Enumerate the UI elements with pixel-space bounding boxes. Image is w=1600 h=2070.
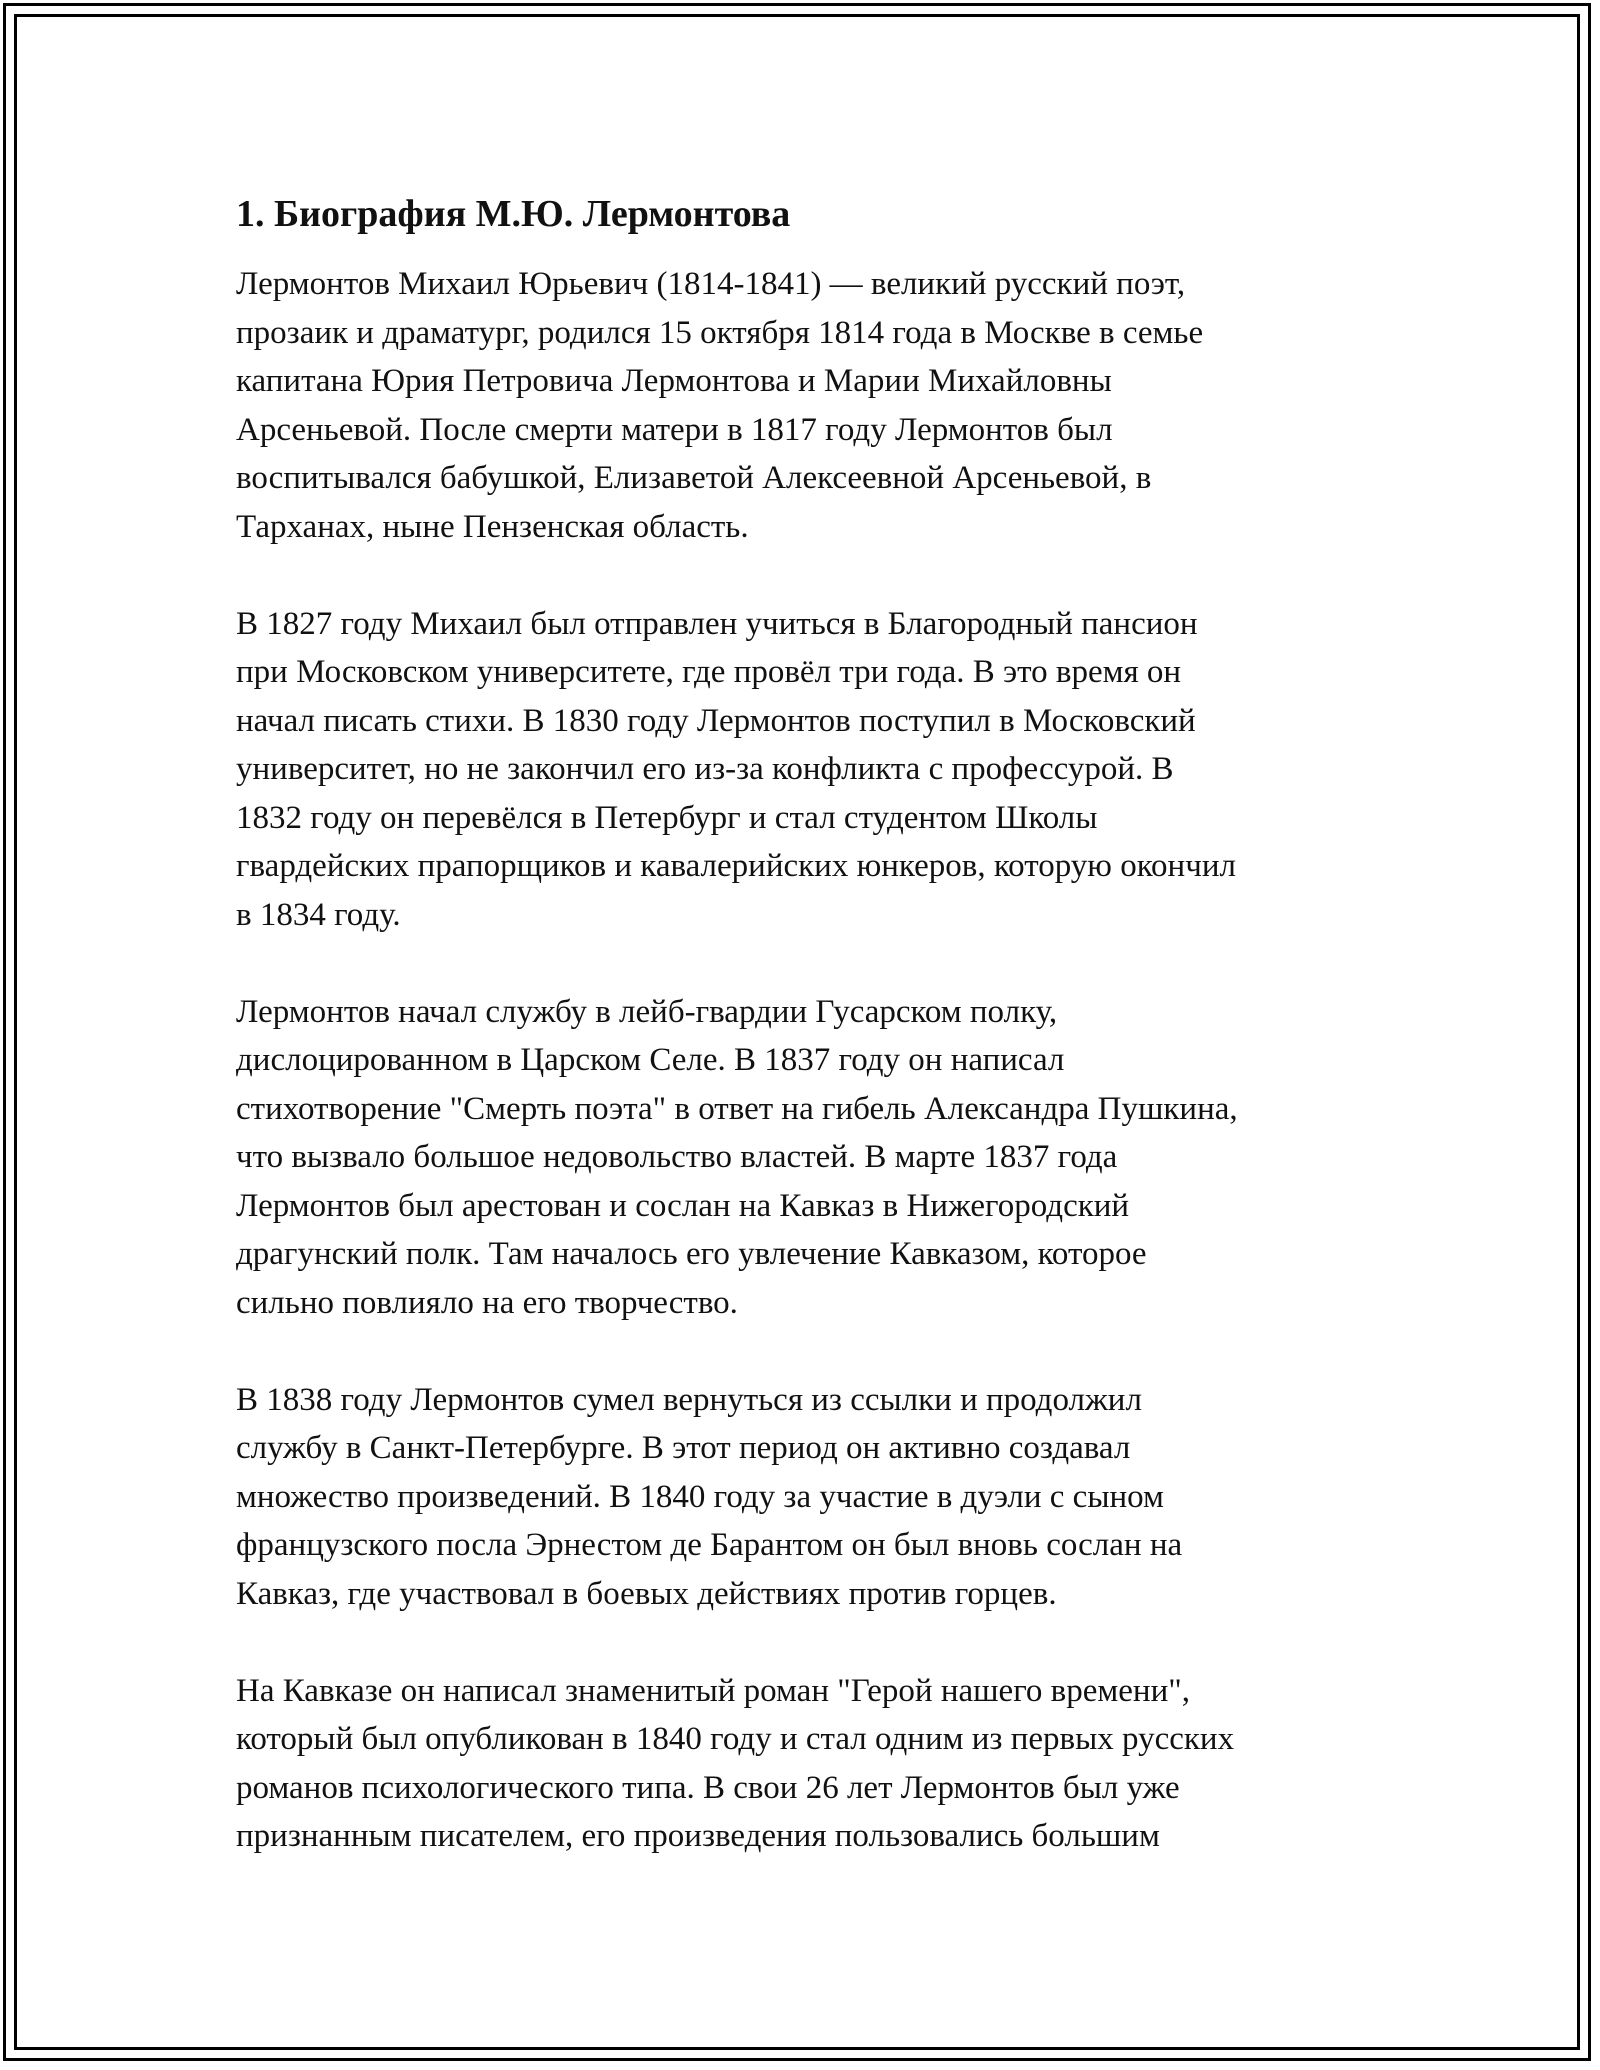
paragraph-line: что вызвало большое недовольство властей. В марте 1837 года <box>236 1139 1118 1175</box>
paragraph-line: начал писать стихи. В 1830 году Лермонтов поступил в Московский <box>236 702 1196 739</box>
paragraph-4 <box>236 1376 1376 1619</box>
paragraph-5 <box>236 1667 1376 1861</box>
paragraph-line: университет, но не закончил его из-за конфликта с профессурой. В <box>236 751 1174 787</box>
paragraph-line: дислоцированном в Царском Селе. В 1837 году он написал <box>236 1042 1065 1078</box>
paragraph-line: службу в Санкт-Петербурге. В этот период он активно создавал <box>236 1430 1131 1466</box>
paragraph-line: Кавказ, где участвовал в боевых действиях против горцев. <box>236 1575 1057 1612</box>
paragraph-3 <box>236 988 1376 1328</box>
document-body <box>236 190 1376 1909</box>
paragraph-line: сильно повлияло на его творчество. <box>236 1284 738 1321</box>
paragraph-line: стихотворение "Смерть поэта" в ответ на гибель Александра Пушкина, <box>236 1090 1238 1127</box>
paragraph-line: Тарханах, ныне Пензенская область. <box>236 508 749 545</box>
paragraph-line: В 1838 году Лермонтов сумел вернуться из ссылки и продолжил <box>236 1381 1142 1418</box>
paragraph-line: гвардейских прапорщиков и кавалерийских юнкеров, которую окончил <box>236 848 1236 884</box>
paragraph-line: французского посла Эрнестом де Барантом он был вновь сослан на <box>236 1527 1183 1563</box>
section-heading: 1. Биография М.Ю. Лермонтова <box>236 193 791 235</box>
paragraph-line: драгунский полк. Там началось его увлечение Кавказом, которое <box>236 1236 1147 1272</box>
paragraph-line: Лермонтов начал службу в лейб-гвардии Гусарском полку, <box>236 993 1058 1030</box>
paragraph-line: Лермонтов был арестован и сослан на Кавказ в Нижегородский <box>236 1187 1130 1224</box>
paragraph-line: который был опубликован в 1840 году и стал одним из первых русских <box>236 1721 1235 1757</box>
paragraph-2 <box>236 600 1376 940</box>
paragraph-line: при Московском университете, где провёл три года. В это время он <box>236 654 1182 690</box>
paragraph-1 <box>236 260 1376 551</box>
paragraph-line: Арсеньевой. После смерти матери в 1817 году Лермонтов был <box>236 411 1113 448</box>
paragraph-line: признанным писателем, его произведения пользовались большим <box>236 1818 1160 1854</box>
paragraph-line: множество произведений. В 1840 году за участие в дуэли с сыном <box>236 1478 1164 1515</box>
paragraph-line: Лермонтов Михаил Юрьевич (1814-1841) — великий русский поэт, <box>236 266 1186 302</box>
paragraph-line: прозаик и драматург, родился 15 октября 1814 года в Москве в семье <box>236 314 1204 351</box>
paragraph-line: воспитывался бабушкой, Елизаветой Алексеевной Арсеньевой, в <box>236 460 1152 496</box>
paragraph-line: капитана Юрия Петровича Лермонтова и Марии Михайловны <box>236 363 1112 399</box>
paragraph-line: в 1834 году. <box>236 896 401 933</box>
paragraph-line: романов психологического типа. В свои 26 лет Лермонтов был уже <box>236 1769 1180 1806</box>
paragraph-line: На Кавказе он написал знаменитый роман "Герой нашего времени", <box>236 1672 1190 1709</box>
paragraph-line: 1832 году он перевёлся в Петербург и стал студентом Школы <box>236 799 1098 836</box>
paragraph-line: В 1827 году Михаил был отправлен учиться в Благородный пансион <box>236 605 1198 642</box>
